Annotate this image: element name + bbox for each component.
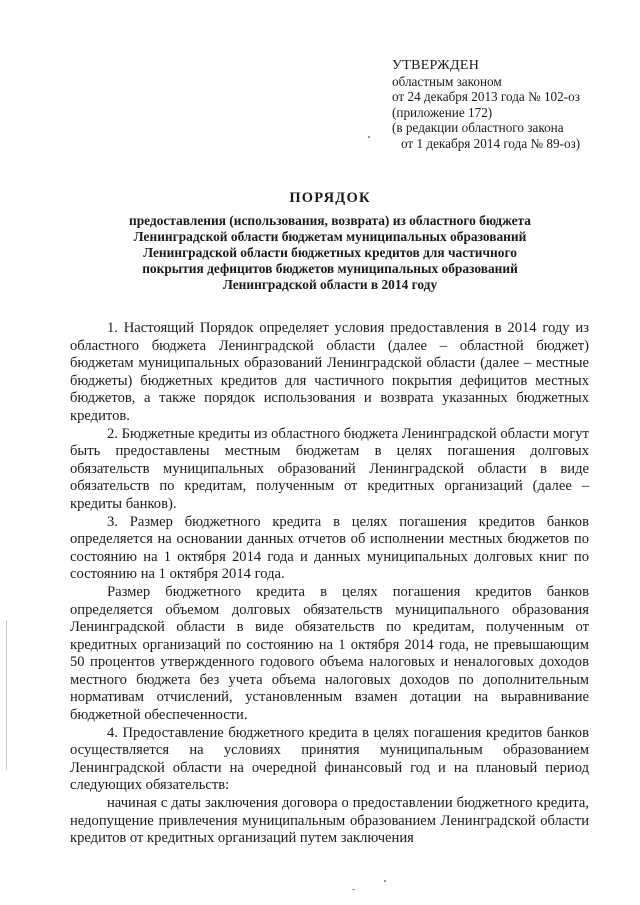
subtitle-line: покрытия дефицитов бюджетов муниципальных образований: [142, 261, 518, 276]
approval-line: от 24 декабря 2013 года № 102-оз: [392, 89, 580, 105]
scan-speck: [368, 136, 370, 138]
scan-speck: [384, 880, 386, 882]
paragraph-2: 2. Бюджетные кредиты из областного бюджета Ленинградской области могут быть предоставлены местным бюджетам в целях погашения долговых обязательств муниципальных образований Ленинградской области в виде обязательств по кредитам, полученным от кредитных организаций (далее – кредиты банков).: [70, 425, 589, 512]
subtitle-line: предоставления (использования, возврата) из областного бюджета: [129, 213, 531, 228]
paragraph-3-continued: Размер бюджетного кредита в целях погашения кредитов банков определяется объемом долговых обязательств муниципального образования Ленинградской области в виде обязательств по кредитам, полученным от кредитных организаций по состоянию на 1 октября 2014 года, не превышающим 50 процентов утвержденного годового объема налоговых и неналоговых доходов местного бюджета без учета объема налоговых доходов по дополнительным нормативам отчислений, установленным взамен дотации на выравнивание бюджетной обеспеченности.: [70, 583, 589, 724]
paragraph-4-item: начиная с даты заключения договора о предоставлении бюджетного кредита, недопущение привлечения муниципальным образованием Ленинградской области кредитов от кредитных организаций путем заключения: [70, 795, 589, 847]
approval-line: от 1 декабря 2014 года № 89-оз): [401, 135, 581, 151]
approval-stamp-block: [392, 58, 632, 152]
document-title-block: [70, 190, 590, 293]
approval-line: областным законом: [392, 73, 502, 89]
paragraph-1: 1. Настоящий Порядок определяет условия предоставления в 2014 году из областного бюджета Ленинградской области (далее – областной бюджет) бюджетам муниципальных образований Ленинградской области (далее – местные бюджеты) бюджетных кредитов для частичного покрытия дефицитов местных бюджетов, а также порядок использования и возврата указанных бюджетных кредитов.: [70, 320, 589, 424]
document-title: ПОРЯДОК: [289, 190, 371, 206]
approval-line: (приложение 172): [392, 104, 493, 120]
approval-line: (в редакции областного закона: [392, 120, 564, 136]
paragraph-3: 3. Размер бюджетного кредита в целях погашения кредитов банков определяется на основании данных отчетов об исполнении местных бюджетов по состоянию на 1 октября 2014 года и данных муниципальных долговых книг по состоянию на 1 октября 2014 года.: [70, 513, 589, 583]
scan-speck: [352, 889, 355, 890]
document-body: [70, 320, 589, 848]
paragraph-4: 4. Предоставление бюджетного кредита в целях погашения кредитов банков осуществляется на условиях принятия муниципальным образованием Ленинградской области на очередной финансовый год и на плановый период следующих обязательств:: [70, 724, 589, 794]
approval-heading: УТВЕРЖДЕН: [392, 58, 480, 73]
scan-edge-mark: [6, 620, 7, 770]
subtitle-line: Ленинградской области в 2014 году: [222, 277, 438, 292]
subtitle-line: Ленинградской области бюджетных кредитов для частичного: [143, 245, 517, 260]
document-subtitle: [70, 213, 590, 293]
subtitle-line: Ленинградской области бюджетам муниципальных образований: [133, 229, 527, 244]
